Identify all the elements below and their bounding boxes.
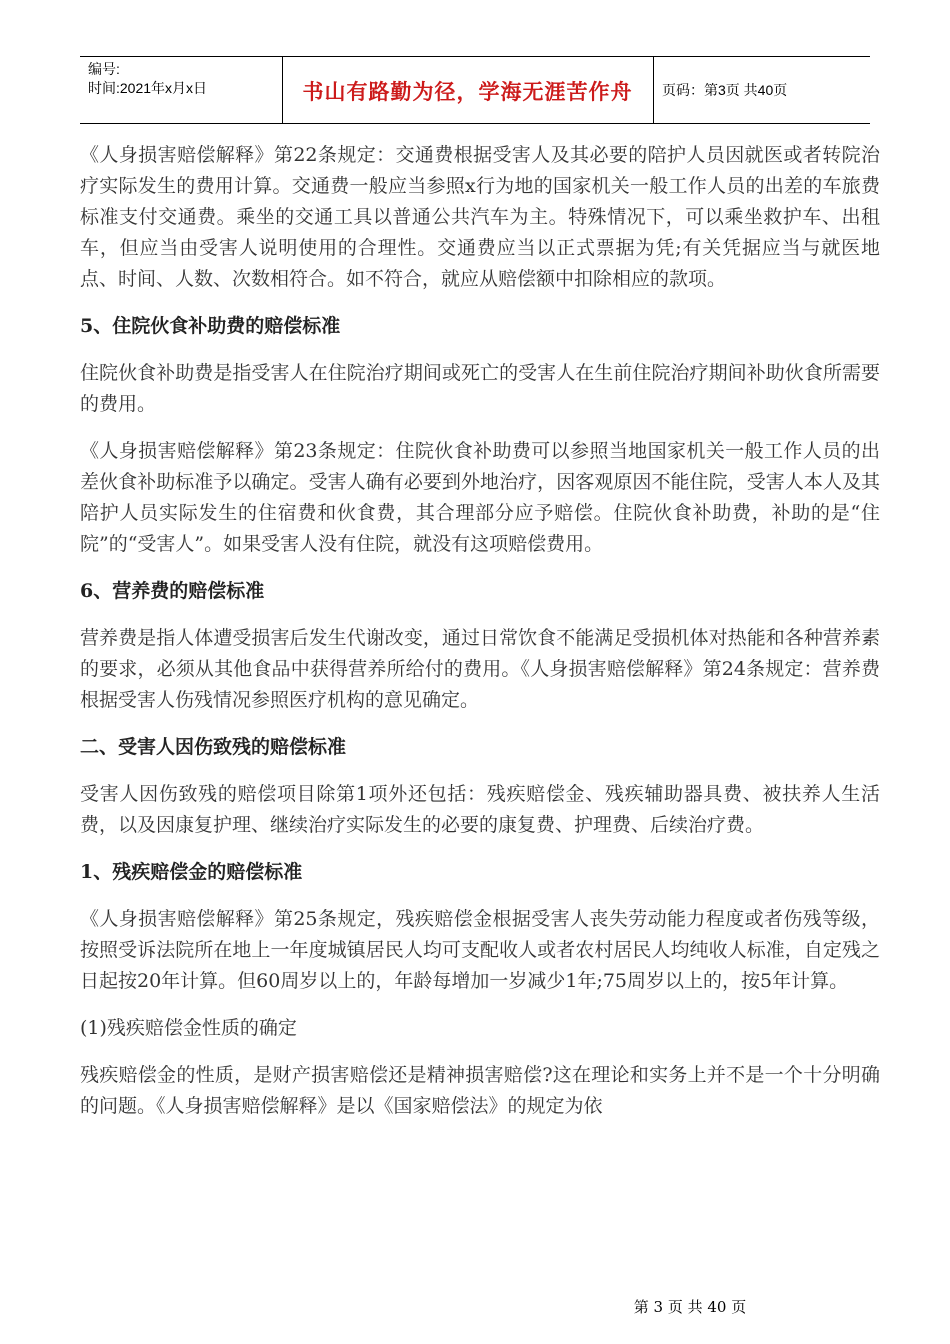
header-motto: 书山有路勤为径，学海无涯苦作舟 — [302, 79, 633, 104]
paragraph: 《人身损害赔偿解释》第22条规定：交通费根据受害人及其必要的陪护人员因就医或者转院治疗实际发生的费用计算。交通费一般应当参照x行为地的国家机关一般工作人员的出差的车旅费标准支付交通费。乘坐的交通工具以普通公共汽车为主。特殊情况下，可以乘坐救护车、出租车，但应当由受害人说明使用的合理性。交通费应当以正式票据为凭;有关凭据应当与就医地点、时间、人数、次数相符合。如不符合，就应从赔偿额中扣除相应的款项。 — [80, 144, 880, 290]
document-number-label: 编号: — [88, 61, 120, 77]
section-heading: 二、受害人因伤致残的赔偿标准 — [80, 736, 347, 758]
page-footer: 第 3 页 共 40 页 — [633, 1298, 747, 1316]
paragraph: 残疾赔偿金的性质，是财产损害赔偿还是精神损害赔偿?这在理论和实务上并不是一个十分明确的问题。《人身损害赔偿解释》是以《国家赔偿法》的规定为依 — [80, 1064, 880, 1117]
paragraph: (1)残疾赔偿金性质的确定 — [80, 1017, 297, 1039]
header-bottom-rule — [80, 123, 870, 124]
header-meta — [88, 60, 207, 98]
section-heading: 6、营养费的赔偿标准 — [80, 580, 265, 602]
document-body — [80, 140, 880, 1122]
header-divider — [653, 56, 654, 124]
paragraph: 住院伙食补助费是指受害人在住院治疗期间或死亡的受害人在生前住院治疗期间补助伙食所需要的费用。 — [80, 362, 880, 415]
paragraph: 营养费是指人体遭受损害后发生代谢改变，通过日常饮食不能满足受损机体对热能和各种营养素的要求，必须从其他食品中获得营养所给付的费用。《人身损害赔偿解释》第24条规定：营养费根据受害人伤残情况参照医疗机构的意见确定。 — [80, 627, 880, 711]
section-heading: 1、残疾赔偿金的赔偿标准 — [80, 861, 303, 883]
header-top-rule — [80, 56, 870, 57]
paragraph: 受害人因伤致残的赔偿项目除第1项外还包括：残疾赔偿金、残疾辅助器具费、被扶养人生活费，以及因康复护理、继续治疗实际发生的必要的康复费、护理费、后续治疗费。 — [80, 783, 880, 836]
section-heading: 5、住院伙食补助费的赔偿标准 — [80, 315, 341, 337]
paragraph: 《人身损害赔偿解释》第25条规定，残疾赔偿金根据受害人丧失劳动能力程度或者伤残等级，按照受诉法院所在地上一年度城镇居民人均可支配收人或者农村居民人均纯收人标准，自定残之日起按20年计算。但60周岁以上的，年龄每增加一岁减少1年;75周岁以上的，按5年计算。 — [80, 908, 880, 992]
header-page-number: 页码：第3页 共40页 — [662, 82, 788, 98]
page-header — [80, 56, 870, 124]
paragraph: 《人身损害赔偿解释》第23条规定：住院伙食补助费可以参照当地国家机关一般工作人员的出差伙食补助标准予以确定。受害人确有必要到外地治疗，因客观原因不能住院，受害人本人及其陪护人员实际发生的住宿费和伙食费，其合理部分应予赔偿。住院伙食补助费，补助的是“住院”的“受害人”。如果受害人没有住院，就没有这项赔偿费用。 — [80, 440, 880, 555]
document-date-label: 时间:2021年x月x日 — [88, 80, 208, 96]
